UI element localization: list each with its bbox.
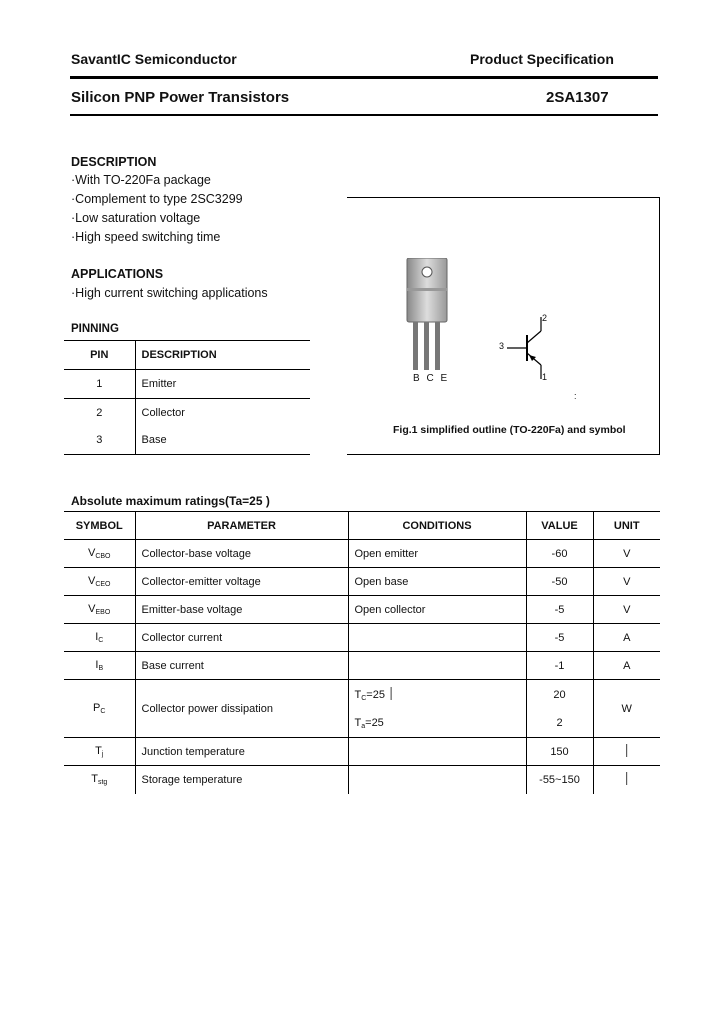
condition-cell	[348, 766, 526, 794]
table-row	[64, 766, 660, 794]
symbol-subscript: B	[98, 665, 104, 672]
pin-description: Base	[141, 434, 167, 447]
value-cell: -60	[526, 540, 593, 568]
symbol-cell	[64, 766, 135, 794]
symbol-subscript: j	[101, 751, 104, 758]
applications-title: APPLICATIONS	[71, 267, 164, 281]
parameter-cell: Collector-base voltage	[135, 540, 348, 568]
unit-cell: W	[621, 702, 632, 715]
condition-value: =25 ׀	[366, 688, 395, 701]
pinning-table	[64, 340, 310, 455]
colon-mark: :	[574, 391, 577, 401]
symbol-subscript: CEO	[95, 581, 111, 588]
condition-subscript: C	[361, 694, 367, 702]
symbol-letter: V	[87, 547, 96, 559]
pin-number: 2	[64, 399, 135, 427]
symbol-pin-collector: 2	[542, 313, 548, 323]
pnp-transistor-symbol	[507, 313, 557, 383]
header-rule-bottom	[70, 114, 658, 116]
symbol-letter: V	[88, 603, 96, 615]
symbol-subscript: CBO	[95, 553, 111, 560]
symbol-cell	[64, 680, 135, 738]
value-1: 20	[553, 688, 566, 701]
table-row	[64, 427, 310, 455]
symbol-cell	[64, 596, 135, 624]
unit-cell: V	[623, 547, 631, 560]
parameter-cell: Collector power dissipation	[135, 680, 348, 738]
value-2: 2	[556, 716, 563, 729]
symbol-subscript: C	[98, 637, 104, 644]
description-title: DESCRIPTION	[71, 155, 157, 169]
symbol-cell	[64, 652, 135, 680]
parameter-header: PARAMETER	[135, 512, 348, 540]
value-header: VALUE	[526, 512, 593, 540]
symbol-letter: T	[95, 745, 102, 757]
condition-cell	[348, 680, 526, 738]
value-cell: 150	[526, 738, 593, 766]
table-row	[64, 652, 660, 680]
unit-cell: V	[623, 575, 631, 588]
unit-cell: V	[623, 603, 631, 616]
to220fa-package-drawing	[402, 258, 452, 378]
description-item: ·High speed switching time	[71, 230, 221, 244]
figure-caption: Fig.1 simplified outline (TO-220Fa) and symbol	[393, 424, 626, 436]
unit-cell: A	[623, 659, 631, 672]
value-cell: -50	[526, 568, 593, 596]
parameter-cell: Collector current	[135, 624, 348, 652]
symbol-letter: I	[95, 631, 99, 643]
symbol-letter: T	[91, 773, 98, 786]
symbol-pin-emitter: 1	[542, 372, 548, 382]
unit-header: UNIT	[613, 519, 640, 532]
parameter-cell: Junction temperature	[135, 738, 348, 766]
pin-header: PIN	[64, 341, 135, 370]
table-row	[64, 370, 310, 399]
symbol-cell	[64, 624, 135, 652]
symbol-subscript: stg	[97, 779, 108, 787]
condition-cell	[348, 738, 526, 766]
package-lead-labels: B C E	[413, 373, 450, 384]
unit-cell: ׀	[623, 745, 630, 758]
parameter-cell: Storage temperature	[135, 766, 348, 794]
symbol-letter: P	[93, 702, 101, 714]
symbol-cell	[64, 738, 135, 766]
table-row	[64, 540, 660, 568]
parameter-cell: Collector-emitter voltage	[135, 568, 348, 596]
description-list	[71, 171, 243, 247]
condition-cell: Open collector	[348, 596, 526, 624]
table-row	[64, 738, 660, 766]
header-rule-top	[70, 76, 658, 79]
symbol-subscript: C	[100, 708, 106, 715]
symbol-pin-base: 3	[499, 341, 505, 351]
value-cell: -5	[526, 624, 593, 652]
table-row	[64, 680, 660, 738]
symbol-header: SYMBOL	[64, 512, 135, 540]
symbol-subscript: EBO	[95, 609, 111, 616]
table-row	[64, 399, 310, 427]
value-cell: -5	[526, 596, 593, 624]
company-name: SavantIC Semiconductor	[71, 51, 237, 67]
condition-letter: T	[354, 716, 362, 729]
condition-cell: Open emitter	[348, 540, 526, 568]
pin-number: 1	[64, 370, 135, 399]
ratings-title: Absolute maximum ratings(Ta=25 )	[71, 494, 270, 508]
description-item: ·With TO-220Fa package	[71, 173, 211, 187]
pin-number: 3	[64, 427, 135, 455]
applications-item: ·High current switching applications	[71, 286, 268, 300]
unit-cell: ׀	[623, 773, 630, 786]
pin-description: Emitter	[141, 378, 177, 390]
symbol-letter: I	[95, 659, 99, 671]
description-item: ·Complement to type 2SC3299	[71, 192, 243, 206]
ratings-table	[64, 511, 660, 794]
conditions-header: CONDITIONS	[348, 512, 526, 540]
condition-cell	[348, 624, 526, 652]
pinning-title: PINNING	[71, 323, 119, 335]
doc-type: Product Specification	[470, 51, 614, 67]
part-number: 2SA1307	[546, 89, 609, 106]
table-row	[64, 624, 660, 652]
symbol-letter: V	[87, 575, 96, 587]
symbol-cell	[64, 540, 135, 568]
product-line: Silicon PNP Power Transistors	[71, 89, 290, 106]
description-item: ·Low saturation voltage	[71, 211, 201, 225]
value-cell: -1	[526, 652, 593, 680]
condition-cell	[348, 652, 526, 680]
condition-letter: T	[354, 688, 362, 701]
unit-cell: A	[623, 631, 631, 644]
table-row	[64, 568, 660, 596]
figure-box	[347, 197, 660, 455]
pin-description: Collector	[141, 406, 185, 419]
condition-cell: Open base	[348, 568, 526, 596]
value-cell: -55~150	[526, 766, 593, 794]
symbol-cell	[64, 568, 135, 596]
condition-value: =25	[365, 716, 384, 729]
parameter-cell: Emitter-base voltage	[135, 596, 348, 624]
pin-description-header: DESCRIPTION	[141, 349, 217, 361]
value-cell	[526, 680, 593, 738]
table-row	[64, 596, 660, 624]
condition-subscript: a	[361, 722, 366, 730]
parameter-cell: Base current	[135, 652, 348, 680]
